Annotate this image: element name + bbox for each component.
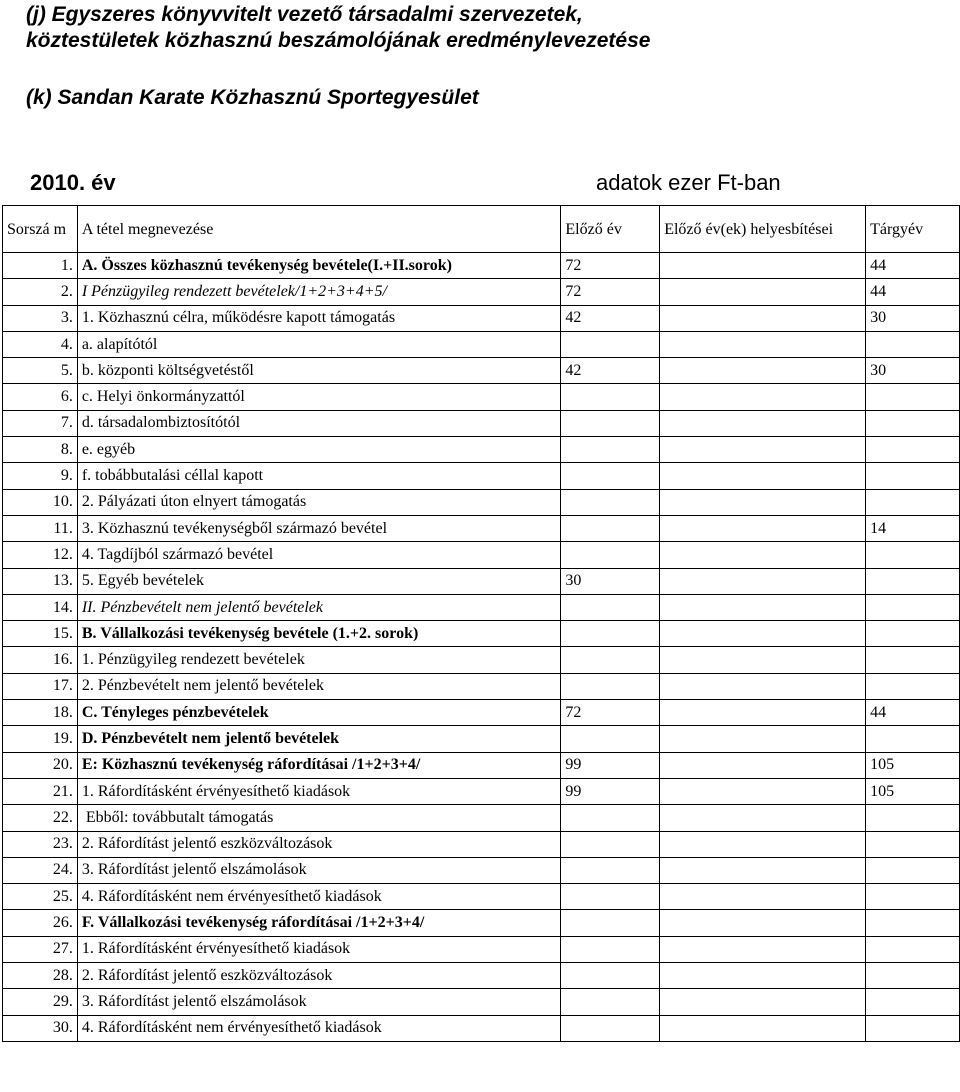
table-row xyxy=(3,305,960,331)
row-number-cell: 12. xyxy=(3,542,78,568)
row-prev-year-cell: 99 xyxy=(561,778,660,804)
row-prev-year-cell xyxy=(561,673,660,699)
row-prev-year-cell xyxy=(561,384,660,410)
row-current-year-cell: 14 xyxy=(866,515,960,541)
table-row xyxy=(3,358,960,384)
row-name-cell: II. Pénzbevételt nem jelentő bevételek xyxy=(77,594,561,620)
table-row xyxy=(3,489,960,515)
table-row xyxy=(3,437,960,463)
row-name-cell: 5. Egyéb bevételek xyxy=(77,568,561,594)
row-current-year-cell xyxy=(866,884,960,910)
row-number-cell: 22. xyxy=(3,805,78,831)
row-corrections-cell xyxy=(660,305,866,331)
table-row xyxy=(3,515,960,541)
row-corrections-cell xyxy=(660,831,866,857)
row-number-cell: 4. xyxy=(3,331,78,357)
row-corrections-cell xyxy=(660,778,866,804)
table-row xyxy=(3,752,960,778)
table-row xyxy=(3,778,960,804)
row-current-year-cell: 30 xyxy=(866,358,960,384)
row-corrections-cell xyxy=(660,963,866,989)
table-row xyxy=(3,805,960,831)
row-number-cell: 29. xyxy=(3,989,78,1015)
table-row xyxy=(3,936,960,962)
table-row xyxy=(3,831,960,857)
row-prev-year-cell: 72 xyxy=(561,279,660,305)
table-row xyxy=(3,568,960,594)
row-corrections-cell xyxy=(660,594,866,620)
row-corrections-cell xyxy=(660,253,866,279)
row-prev-year-cell: 42 xyxy=(561,305,660,331)
table-row xyxy=(3,963,960,989)
table-row xyxy=(3,989,960,1015)
table-row xyxy=(3,331,960,357)
table-row xyxy=(3,673,960,699)
row-name-cell: A. Összes közhasznú tevékenység bevétele(I.+II.sorok) xyxy=(77,253,561,279)
table-row xyxy=(3,279,960,305)
row-number-cell: 15. xyxy=(3,621,78,647)
row-name-cell: 1. Ráfordításként érvényesíthető kiadások xyxy=(77,778,561,804)
row-number-cell: 13. xyxy=(3,568,78,594)
row-corrections-cell xyxy=(660,621,866,647)
row-name-cell: 4. Ráfordításként nem érvényesíthető kiadások xyxy=(77,884,561,910)
row-number-cell: 26. xyxy=(3,910,78,936)
row-prev-year-cell xyxy=(561,884,660,910)
row-current-year-cell xyxy=(866,463,960,489)
table-row xyxy=(3,726,960,752)
table-row xyxy=(3,384,960,410)
row-current-year-cell: 105 xyxy=(866,752,960,778)
row-current-year-cell xyxy=(866,673,960,699)
row-prev-year-cell xyxy=(561,831,660,857)
row-current-year-cell xyxy=(866,647,960,673)
row-prev-year-cell xyxy=(561,515,660,541)
row-corrections-cell xyxy=(660,857,866,883)
report-year: 2010. év xyxy=(30,170,116,195)
row-name-cell: D. Pénzbevételt nem jelentő bevételek xyxy=(77,726,561,752)
table-row xyxy=(3,542,960,568)
row-corrections-cell xyxy=(660,463,866,489)
row-name-cell: 2. Ráfordítást jelentő eszközváltozások xyxy=(77,831,561,857)
row-number-cell: 10. xyxy=(3,489,78,515)
row-corrections-cell xyxy=(660,384,866,410)
row-name-cell: 2. Pénzbevételt nem jelentő bevételek xyxy=(77,673,561,699)
column-header-name: A tétel megnevezése xyxy=(77,206,561,253)
row-current-year-cell xyxy=(866,542,960,568)
row-current-year-cell: 30 xyxy=(866,305,960,331)
row-prev-year-cell xyxy=(561,726,660,752)
report-title-line-1: (j) Egyszeres könyvvitelt vezető társadalmi szervezetek, xyxy=(26,3,583,26)
row-number-cell: 18. xyxy=(3,700,78,726)
row-number-cell: 17. xyxy=(3,673,78,699)
row-name-cell: 1. Pénzügyileg rendezett bevételek xyxy=(77,647,561,673)
row-prev-year-cell xyxy=(561,936,660,962)
row-prev-year-cell xyxy=(561,910,660,936)
income-statement-table xyxy=(2,205,960,1042)
row-name-cell: Ebből: továbbutalt támogatás xyxy=(77,805,561,831)
row-current-year-cell xyxy=(866,726,960,752)
row-current-year-cell xyxy=(866,963,960,989)
row-prev-year-cell xyxy=(561,857,660,883)
row-number-cell: 21. xyxy=(3,778,78,804)
column-header-sorszam: Sorszá m xyxy=(3,206,78,253)
table-row xyxy=(3,463,960,489)
row-number-cell: 24. xyxy=(3,857,78,883)
row-corrections-cell xyxy=(660,989,866,1015)
row-current-year-cell xyxy=(866,936,960,962)
row-prev-year-cell xyxy=(561,963,660,989)
row-current-year-cell: 44 xyxy=(866,279,960,305)
table-row xyxy=(3,910,960,936)
table-row xyxy=(3,647,960,673)
row-number-cell: 16. xyxy=(3,647,78,673)
table-row xyxy=(3,410,960,436)
row-corrections-cell xyxy=(660,936,866,962)
row-prev-year-cell xyxy=(561,647,660,673)
row-prev-year-cell xyxy=(561,410,660,436)
row-prev-year-cell xyxy=(561,437,660,463)
row-current-year-cell xyxy=(866,384,960,410)
row-name-cell: 1. Ráfordításként érvényesíthető kiadások xyxy=(77,936,561,962)
row-current-year-cell xyxy=(866,831,960,857)
row-current-year-cell xyxy=(866,489,960,515)
row-current-year-cell xyxy=(866,568,960,594)
row-number-cell: 25. xyxy=(3,884,78,910)
row-current-year-cell: 44 xyxy=(866,700,960,726)
row-corrections-cell xyxy=(660,673,866,699)
row-number-cell: 20. xyxy=(3,752,78,778)
row-number-cell: 1. xyxy=(3,253,78,279)
row-corrections-cell xyxy=(660,515,866,541)
column-header-corrections: Előző év(ek) helyesbítései xyxy=(660,206,866,253)
table-row xyxy=(3,594,960,620)
row-corrections-cell xyxy=(660,647,866,673)
column-header-prev-year: Előző év xyxy=(561,206,660,253)
report-title-line-2: köztestületek közhasznú beszámolójának eredménylevezetése xyxy=(26,29,651,52)
row-name-cell: B. Vállalkozási tevékenység bevétele (1.+2. sorok) xyxy=(77,621,561,647)
row-corrections-cell xyxy=(660,805,866,831)
row-name-cell: F. Vállalkozási tevékenység ráfordításai /1+2+3+4/ xyxy=(77,910,561,936)
table-row xyxy=(3,621,960,647)
row-corrections-cell xyxy=(660,568,866,594)
row-corrections-cell xyxy=(660,884,866,910)
table-row xyxy=(3,884,960,910)
row-current-year-cell xyxy=(866,989,960,1015)
row-prev-year-cell xyxy=(561,594,660,620)
row-name-cell: b. központi költségvetéstől xyxy=(77,358,561,384)
row-prev-year-cell xyxy=(561,805,660,831)
row-current-year-cell xyxy=(866,805,960,831)
row-current-year-cell xyxy=(866,437,960,463)
row-number-cell: 8. xyxy=(3,437,78,463)
row-corrections-cell xyxy=(660,358,866,384)
row-name-cell: a. alapítótól xyxy=(77,331,561,357)
row-name-cell: E: Közhasznú tevékenység ráfordításai /1+2+3+4/ xyxy=(77,752,561,778)
row-current-year-cell xyxy=(866,410,960,436)
row-name-cell: 3. Ráfordítást jelentő elszámolások xyxy=(77,989,561,1015)
row-name-cell: 3. Ráfordítást jelentő elszámolások xyxy=(77,857,561,883)
row-name-cell: 2. Ráfordítást jelentő eszközváltozások xyxy=(77,963,561,989)
row-name-cell: 3. Közhasznú tevékenységből származó bevétel xyxy=(77,515,561,541)
row-number-cell: 6. xyxy=(3,384,78,410)
row-name-cell: d. társadalombiztosítótól xyxy=(77,410,561,436)
row-corrections-cell xyxy=(660,437,866,463)
row-number-cell: 27. xyxy=(3,936,78,962)
row-number-cell: 14. xyxy=(3,594,78,620)
row-prev-year-cell: 72 xyxy=(561,253,660,279)
table-row xyxy=(3,253,960,279)
row-number-cell: 30. xyxy=(3,1015,78,1041)
row-prev-year-cell: 30 xyxy=(561,568,660,594)
row-corrections-cell xyxy=(660,489,866,515)
row-current-year-cell xyxy=(866,621,960,647)
row-prev-year-cell xyxy=(561,621,660,647)
row-name-cell: 1. Közhasznú célra, működésre kapott támogatás xyxy=(77,305,561,331)
unit-note: adatok ezer Ft-ban xyxy=(596,170,781,195)
row-number-cell: 2. xyxy=(3,279,78,305)
row-corrections-cell xyxy=(660,726,866,752)
row-current-year-cell xyxy=(866,1015,960,1041)
row-current-year-cell xyxy=(866,331,960,357)
row-prev-year-cell: 99 xyxy=(561,752,660,778)
row-name-cell: f. tobábbutalási céllal kapott xyxy=(77,463,561,489)
row-current-year-cell: 105 xyxy=(866,778,960,804)
row-current-year-cell xyxy=(866,594,960,620)
row-name-cell: c. Helyi önkormányzattól xyxy=(77,384,561,410)
row-corrections-cell xyxy=(660,279,866,305)
row-prev-year-cell xyxy=(561,989,660,1015)
table-row xyxy=(3,1015,960,1041)
row-corrections-cell xyxy=(660,700,866,726)
row-name-cell: C. Tényleges pénzbevételek xyxy=(77,700,561,726)
table-row xyxy=(3,857,960,883)
row-number-cell: 11. xyxy=(3,515,78,541)
row-corrections-cell xyxy=(660,542,866,568)
row-current-year-cell xyxy=(866,910,960,936)
row-name-cell: 4. Ráfordításként nem érvényesíthető kiadások xyxy=(77,1015,561,1041)
table-header-row xyxy=(3,206,960,253)
row-corrections-cell xyxy=(660,910,866,936)
row-name-cell: I Pénzügyileg rendezett bevételek/1+2+3+4+5/ xyxy=(77,279,561,305)
row-corrections-cell xyxy=(660,410,866,436)
row-current-year-cell: 44 xyxy=(866,253,960,279)
row-current-year-cell xyxy=(866,857,960,883)
row-corrections-cell xyxy=(660,331,866,357)
row-name-cell: 2. Pályázati úton elnyert támogatás xyxy=(77,489,561,515)
row-number-cell: 7. xyxy=(3,410,78,436)
organization-name: (k) Sandan Karate Közhasznú Sportegyesület xyxy=(26,86,479,109)
row-number-cell: 23. xyxy=(3,831,78,857)
row-prev-year-cell xyxy=(561,331,660,357)
row-prev-year-cell xyxy=(561,489,660,515)
row-name-cell: 4. Tagdíjból származó bevétel xyxy=(77,542,561,568)
row-prev-year-cell xyxy=(561,1015,660,1041)
row-number-cell: 3. xyxy=(3,305,78,331)
row-corrections-cell xyxy=(660,1015,866,1041)
row-prev-year-cell xyxy=(561,463,660,489)
row-name-cell: e. egyéb xyxy=(77,437,561,463)
row-prev-year-cell xyxy=(561,542,660,568)
row-number-cell: 5. xyxy=(3,358,78,384)
row-number-cell: 19. xyxy=(3,726,78,752)
row-prev-year-cell: 42 xyxy=(561,358,660,384)
row-prev-year-cell: 72 xyxy=(561,700,660,726)
column-header-current-year: Tárgyév xyxy=(866,206,960,253)
row-number-cell: 9. xyxy=(3,463,78,489)
row-number-cell: 28. xyxy=(3,963,78,989)
row-corrections-cell xyxy=(660,752,866,778)
table-row xyxy=(3,700,960,726)
